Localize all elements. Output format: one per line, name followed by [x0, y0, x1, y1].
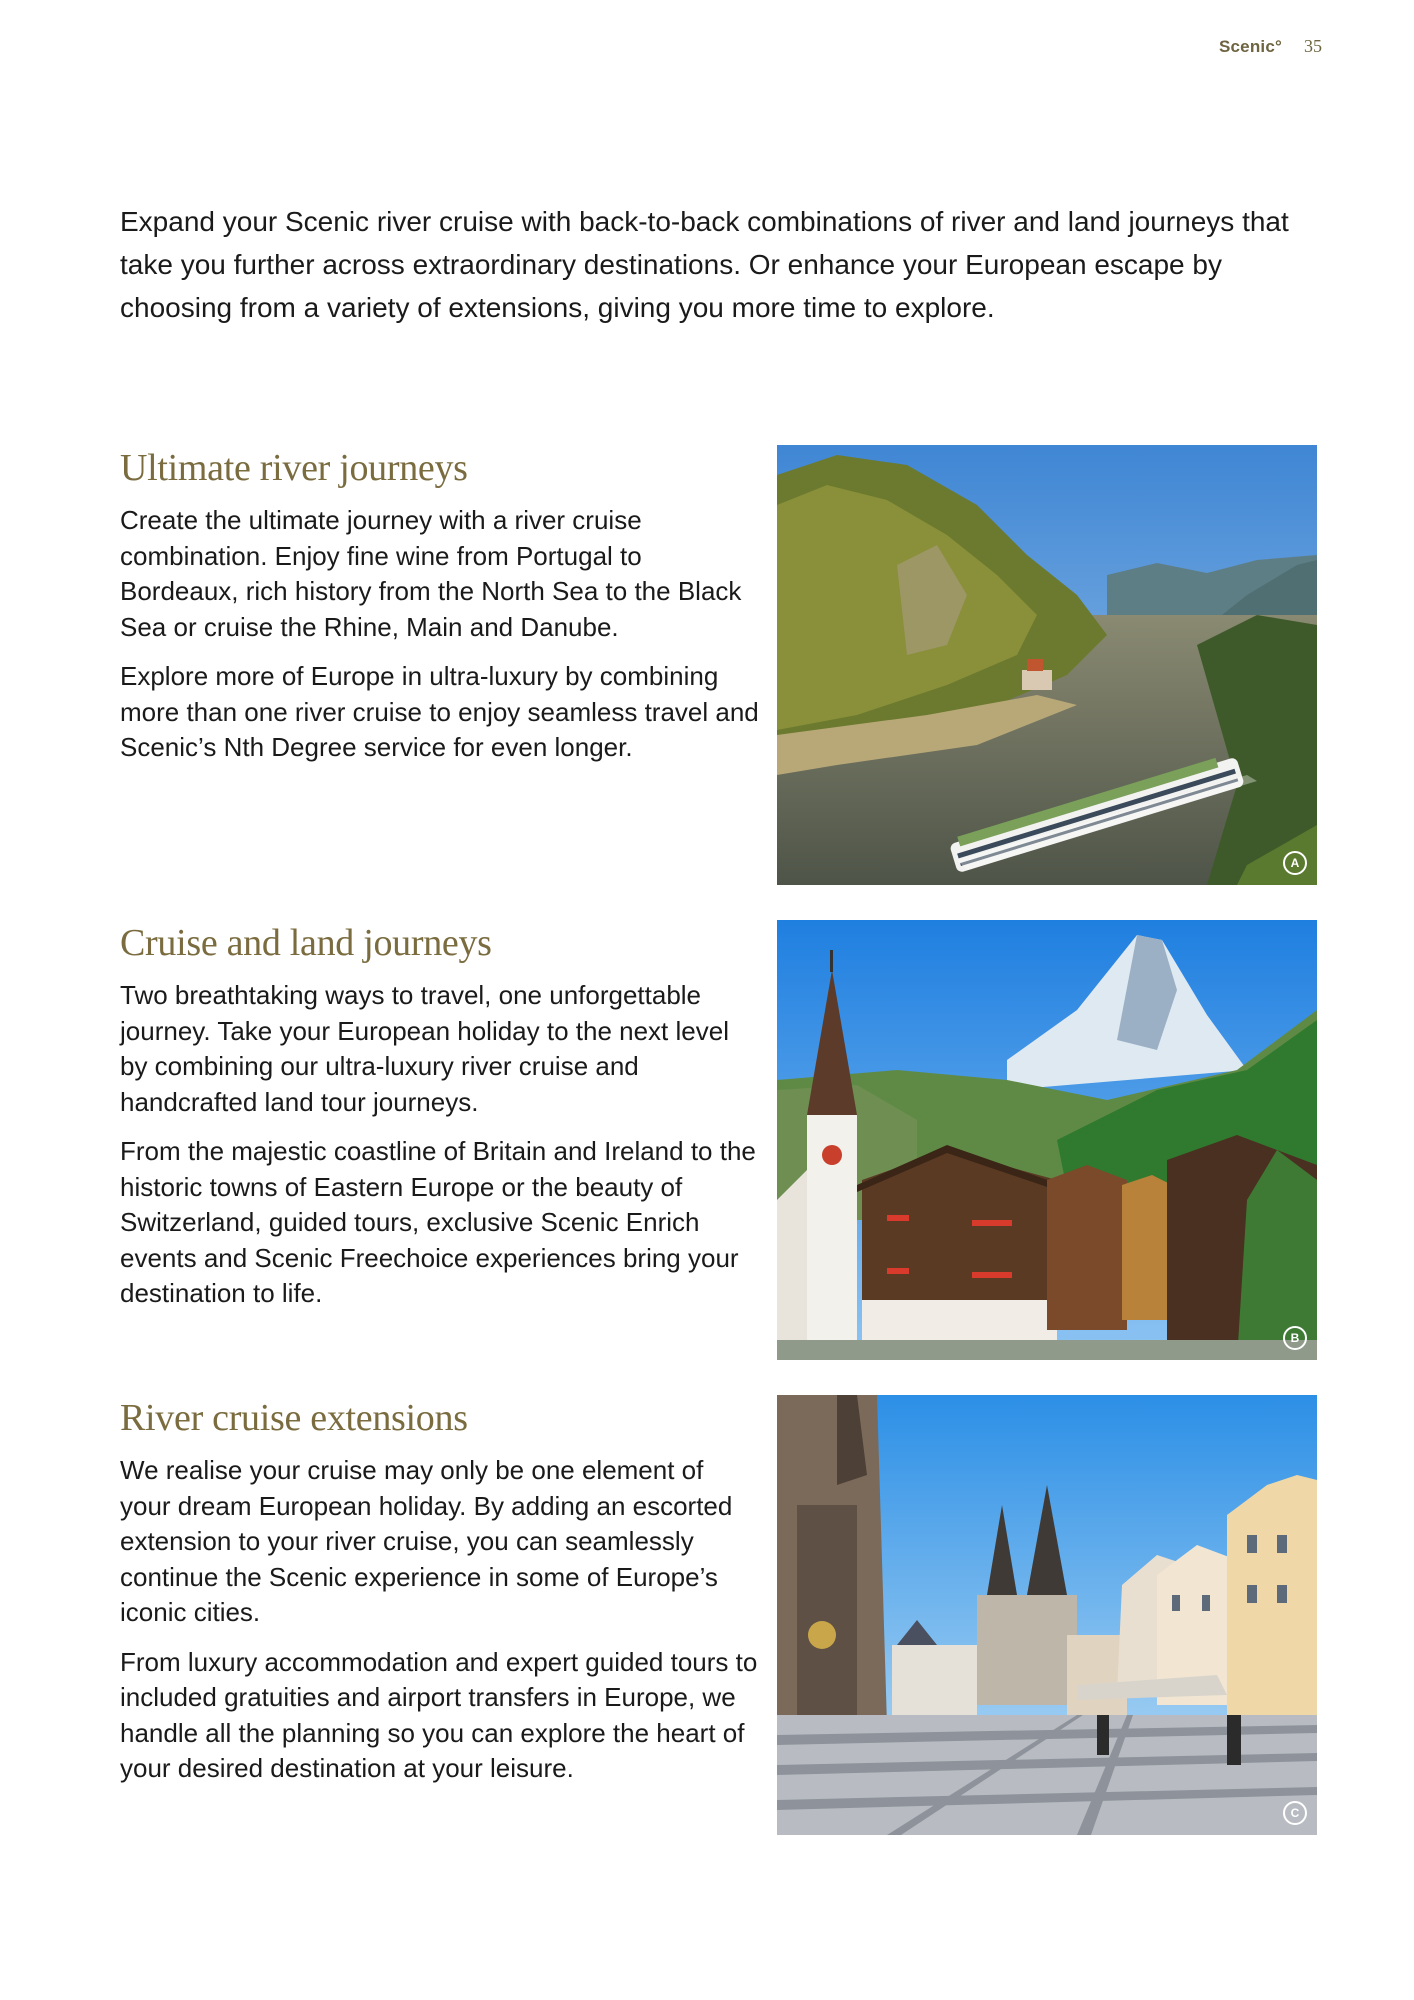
page-header: [1219, 36, 1322, 57]
brand-logo: Scenic°: [1218, 37, 1282, 56]
section-river-cruise-extensions: [120, 1395, 1320, 1835]
section-paragraph: Create the ultimate journey with a river cruise combination. Enjoy fine wine from Portugal to Bordeaux, rich history from the North Sea to the Black Sea or cruise the Rhine, Main and Danube.: [120, 505, 742, 642]
section-paragraph: From the majestic coastline of Britain and Ireland to the historic towns of Eastern Europe or the beauty of Switzerland, guided tours, exclusive Scenic Enrich events and Scenic Freechoice experiences bring your destination to life.: [120, 1136, 756, 1308]
section-cruise-and-land-journeys: [120, 920, 1320, 1360]
page-number: 35: [1304, 36, 1322, 56]
photo-badge: C: [1283, 1801, 1307, 1825]
matterhorn-village-photo: [777, 920, 1317, 1360]
section-paragraph: From luxury accommodation and expert guided tours to included gratuities and airport transfers in Europe, we handle all the planning so you can explore the heart of your desired destination at your leisure.: [120, 1646, 758, 1783]
photo-badge: B: [1283, 1326, 1307, 1350]
section-title: River cruise extensions: [120, 1397, 468, 1439]
section-text: [120, 920, 760, 1326]
section-text: [120, 445, 760, 780]
section-paragraph: Two breathtaking ways to travel, one unforgettable journey. Take your European holiday to the next level by combining our ultra-luxury river cruise and handcrafted land tour journeys.: [120, 980, 729, 1117]
old-town-square-photo: [777, 1395, 1317, 1835]
section-paragraph: We realise your cruise may only be one element of your dream European holiday. By adding an escorted extension to your river cruise, you can seamlessly continue the Scenic experience in some of Europe’s iconic cities.: [120, 1455, 733, 1627]
section-paragraph: Explore more of Europe in ultra-luxury by combining more than one river cruise to enjoy seamless travel and Scenic’s Nth Degree service for even longer.: [120, 661, 759, 762]
section-title: Ultimate river journeys: [120, 447, 468, 489]
river-gorge-cruise-photo: [777, 445, 1317, 885]
section-title: Cruise and land journeys: [120, 922, 492, 964]
intro-paragraph: Expand your Scenic river cruise with back-to-back combinations of river and land journeys that take you further across extraordinary destinations. Or enhance your European escape by choosing from a variety of extensions, giving you more time to explore.: [120, 206, 1289, 323]
section-ultimate-river-journeys: [120, 445, 1320, 885]
section-text: [120, 1395, 760, 1801]
photo-badge: A: [1283, 851, 1307, 875]
